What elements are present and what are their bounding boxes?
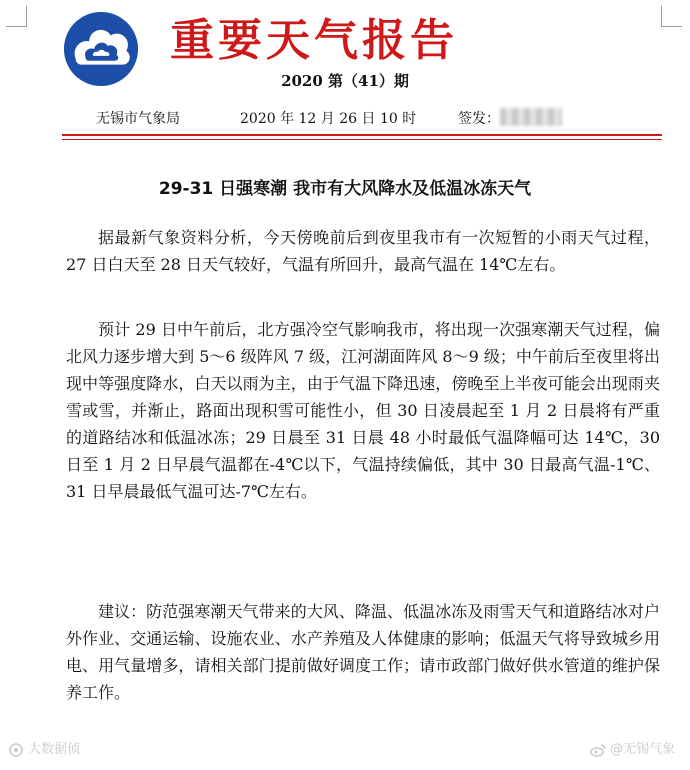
watermark-right-text: @无锡气象: [610, 742, 676, 757]
body-paragraph-3: 建议：防范强寒潮天气带来的大风、降温、低温冰冻及雨雪天气和道路结冰对户外作业、交通运输、设施农业、水产养殖及人体健康的影响；低温天气将导致城乡用电、用气量增多，请相关部门提前做好调度工作；请市政部门做好供水管道的维护保养工作。: [66, 602, 660, 702]
redacted-signature: [500, 108, 562, 126]
page-corner-mark: [6, 6, 27, 27]
body-paragraph-1: 据最新气象资料分析，今天傍晚前后到夜里我市有一次短暂的小雨天气过程，27 日白天至 28 日天气较好，气温有所回升，最高气温在 14℃左右。: [66, 228, 660, 274]
issuer-label: 签发：: [458, 111, 500, 127]
body-paragraph-2: 预计 29 日中午前后，北方强冷空气影响我市，将出现一次强寒潮天气过程，偏北风力逐步增大到 5～6 级阵风 7 级，江河湖面阵风 8～9 级；中午前后至夜里将出现中等强度降水，白天以雨为主，由于气温下降迅速，傍晚至上半夜可能会出现雨夹雪或雪，并渐止，路面出现积雪可能性小，但 30 日凌晨起至 1 月 2 日晨将有严重的道路结冰和低温冰冻；29 日晨至 31 日晨 48 小时最低气温降幅可达 14℃，30 日至 1 月 2 日早晨气温都在-4℃以下，气温持续偏低，其中 30 日最高气温-1℃、31 日早晨最低气温可达-7℃左右。: [66, 320, 660, 501]
weibo-icon: [590, 742, 606, 758]
header-divider-thin: [62, 139, 662, 140]
issuing-agency: 无锡市气象局: [96, 111, 180, 127]
watermark-right: [590, 738, 675, 758]
header-divider: [62, 134, 662, 136]
issue-date: 2020 年 12 月 26 日 10 时: [240, 111, 417, 127]
share-icon: [8, 742, 24, 758]
watermark-left: [8, 738, 80, 758]
report-headline: 29-31 日强寒潮 我市有大风降水及低温冰冻天气: [158, 179, 532, 199]
report-title: 重要天气报告: [170, 15, 458, 66]
issue-number: 2020 第（41）期: [281, 72, 409, 90]
page-corner-mark: [661, 6, 682, 27]
watermark-left-text: 大数据侦: [28, 742, 81, 757]
